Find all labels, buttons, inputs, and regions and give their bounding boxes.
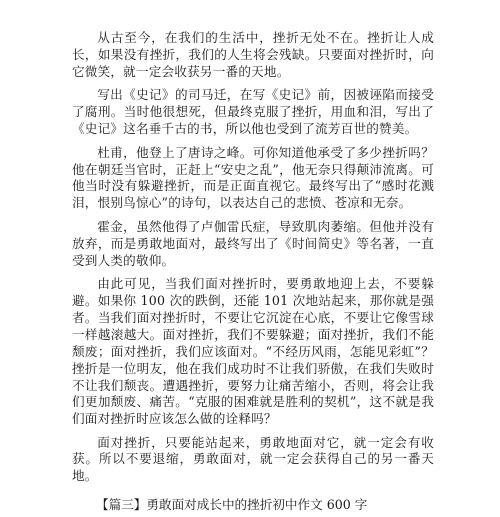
paragraph-du-fu: 杜甫，他登上了唐诗之峰。可你知道他承受了多少挫折吗？他在朝廷当官时，正赶上“安史之乱”，他无奈只得颠沛流离。可他当时没有躲避挫折，而是正面直视它。最终写出了“感时花溅泪，恨别鸟惊心”的诗句，以表达自己的悲愤、苍凉和无奈。 <box>72 144 434 211</box>
next-essay-heading: 【篇三】勇敢面对成长中的挫折初中作文 600 字 <box>96 497 368 512</box>
paragraph-intro: 从古至今，在我们的生活中，挫折无处不在。挫折让人成长，如果没有挫折，我们的人生将会残缺。只要面对挫折时，向它微笑，就一定会收获另一番的天地。 <box>72 30 434 79</box>
paragraph-closing: 面对挫折，只要能站起来，勇敢地面对它，就一定会有收获。所以不要退缩，勇敢面对，就一定会获得自己的另一番天地。 <box>72 434 434 484</box>
paragraph-sima-qian: 写出《史记》的司马迁，在写《史记》前，因被诬陷而接受了腐刑。当时他很想死，但最终克服了挫折，用血和泪，写出了《史记》这名垂千古的书，所以他也受到了流芳百世的赞美。 <box>72 87 434 137</box>
paragraph-hawking: 霍金，虽然他得了卢伽雷氏症，导致肌肉萎缩。但他并没有放弃，而是勇敢地面对，最终写出了《时间简史》等名著，一直受到人类的敬仰。 <box>72 218 434 268</box>
paragraph-conclusion: 由此可见，当我们面对挫折时，要勇敢地迎上去，不要躲避。如果你 100 次的跌倒，还能 101 次地站起来，那你就是强者。当我们面对挫折时，不要让它沉淀在心底，不要让它像雪球一样越滚越大。面对挫折，我们不要躲避；面对挫折，我们不能颓废；面对挫折，我们应该面对。“不经历风雨，怎能见彩虹”？挫折是一位明友，他在我们成功时不让我们骄傲，在我们失败时不让我们颓丧。遭遇挫折，要努力让痛苦缩小，否则，将会让我们更加颓废、痛苦。“克服的困难就是胜利的契机”，这不就是我们面对挫折时应该怎么做的诠释吗？ <box>72 276 434 427</box>
